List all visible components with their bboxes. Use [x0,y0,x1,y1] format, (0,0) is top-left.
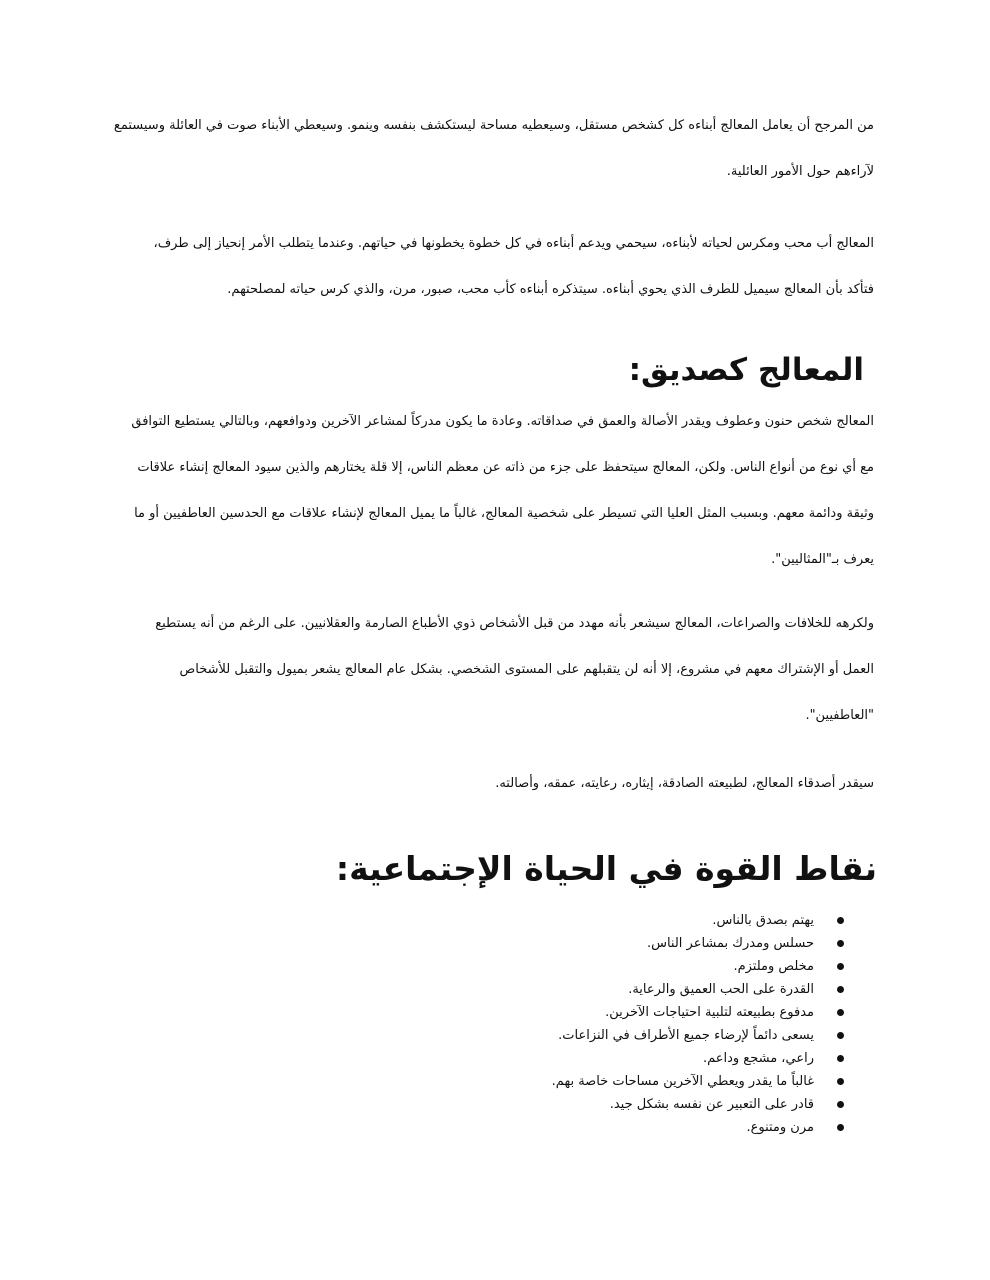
list-item-text: قادر على التعبير عن نفسه بشكل جيد. [609,1097,814,1112]
paragraph-line: مع أي نوع من أنواع الناس. ولكن، المعالج سيتحفظ على جزء من ذاته عن معظم الناس، إلا قلة يختارهم والذين سيود المعالج إنشاء علاقات [137,460,874,475]
paragraph-friends-appreciate [122,761,874,807]
list-item-text: مدفوع بطبيعته لتلبية احتياجات الآخرين. [605,1005,814,1020]
bullet-icon [837,940,844,947]
paragraph-line: لآراءهم حول الأمور العائلية. [726,164,874,179]
list-item-text: حسلس ومدرك بمشاعر الناس. [646,936,814,951]
bullet-icon [837,1055,844,1062]
list-item [552,1024,844,1047]
list-item [552,1070,844,1093]
paragraph-loving-father [122,221,874,313]
paragraph-line: فتأكد بأن المعالج سيميل للطرف الذي يحوي أبناءه. سيتذكره أبناءه كأب محب، صبور، مرن، والذي كرس حياته لمصلحتهم. [227,282,874,297]
list-item [552,1001,844,1024]
list-item-text: يسعى دائماً لإرضاء جميع الأطراف في النزاعات. [558,1028,814,1043]
list-item [552,978,844,1001]
strengths-list [552,909,844,1139]
bullet-icon [837,963,844,970]
list-item [552,955,844,978]
paragraph-line: "العاطفيين". [805,708,874,723]
paragraph-line: العمل أو الإشتراك معهم في مشروع، إلا أنه لن يتقبلهم على المستوى الشخصي. بشكل عام المعالج يشعر بميول والتقبل للأشخاص [179,662,874,677]
bullet-icon [837,1101,844,1108]
paragraph-line: المعالج أب محب ومكرس لحياته لأبناءه، سيحمي ويدعم أبناءه في كل خطوة يخطونها في حياتهم. وعندما يتطلب الأمر إنحياز إلى طرف، [153,236,874,251]
list-item [552,1047,844,1070]
bullet-icon [837,1009,844,1016]
bullet-icon [837,1124,844,1131]
list-item-text: غالباً ما يقدر ويعطي الآخرين مساحات خاصة بهم. [551,1074,814,1089]
paragraph-line: وثيقة ودائمة معهم. وبسبب المثل العليا التي تسيطر على شخصية المعالج، غالباً ما يميل المعالج لإنشاء علاقات مع الحدسين العاطفيين أو ما [134,506,874,521]
list-item-text: يهتم بصدق بالناس. [712,913,814,928]
bullet-icon [837,986,844,993]
paragraph-line: من المرجح أن يعامل المعالج أبناءه كل كشخص مستقل، وسيعطيه مساحة ليستكشف بنفسه وينمو. وسيعطي الأبناء صوت في العائلة وسيستمع [113,118,874,133]
heading-healer-as-friend: المعالج كصديق: [628,352,864,388]
list-item [552,1116,844,1139]
list-item [552,1093,844,1116]
paragraph-line: المعالج شخص حنون وعطوف ويقدر الأصالة والعمق في صداقاته. وعادة ما يكون مدركاً لمشاعر الآخرين ودوافعهم، وبالتالي يستطيع التوافق [131,414,874,429]
paragraph-conflicts [122,601,874,739]
paragraph-line: سيقدر أصدقاء المعالج، لطبيعته الصادقة، إيثاره، رعايته، عمقه، وأصالته. [495,776,874,791]
bullet-icon [837,1078,844,1085]
list-item [552,932,844,955]
list-item [552,909,844,932]
paragraph-family-voice [113,103,874,195]
list-item-text: القدرة على الحب العميق والرعاية. [628,982,814,997]
paragraph-line: ولكرهه للخلافات والصراعات، المعالج سيشعر بأنه مهدد من قبل الأشخاص ذوي الأطباع الصارمة والعقلانيين. على الرغم من أنه يستطيع [155,616,874,631]
heading-social-strengths: نقاط القوة في الحياة الإجتماعية: [335,849,877,888]
list-item-text: مرن ومتنوع. [746,1120,814,1135]
paragraph-friendships [122,399,874,583]
list-item-text: مخلص وملتزم. [733,959,814,974]
paragraph-line: يعرف بـ"المثاليين". [771,552,874,567]
list-item-text: راعي، مشجع وداعم. [702,1051,814,1066]
bullet-icon [837,1032,844,1039]
bullet-icon [837,917,844,924]
